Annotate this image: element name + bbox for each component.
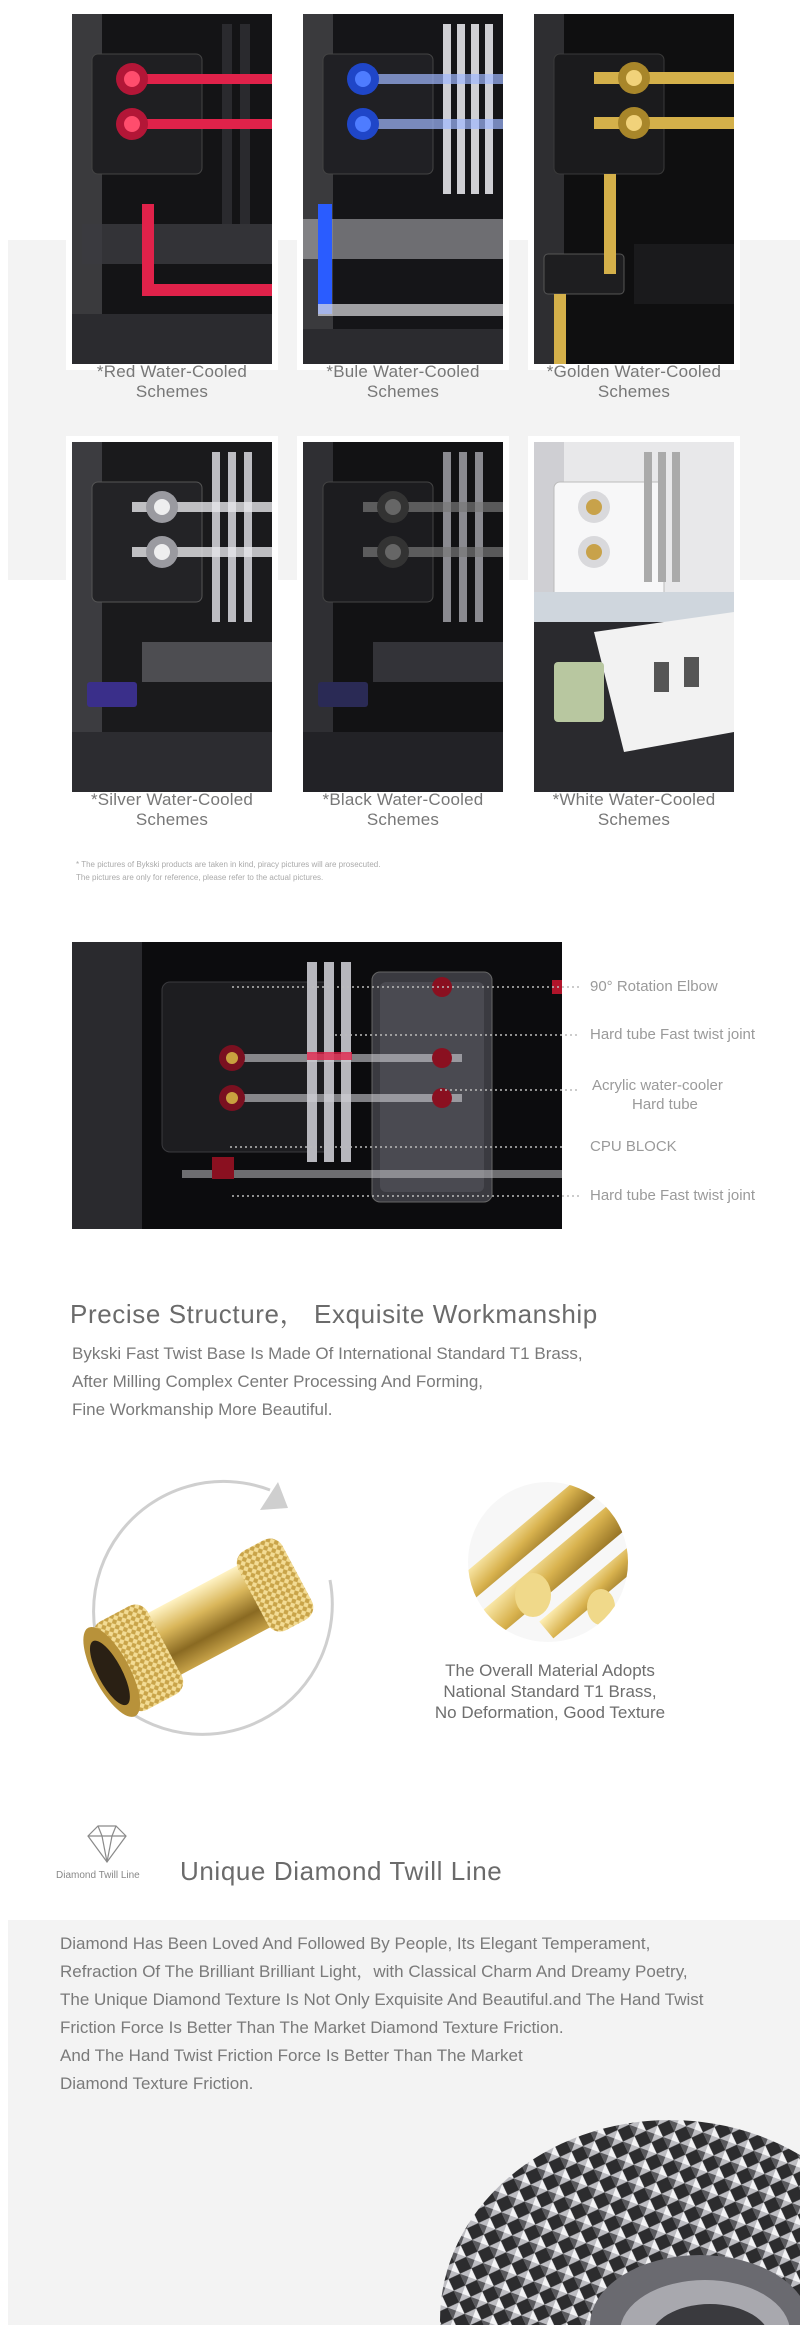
callout-fast-twist-joint-top: Hard tube Fast twist joint	[590, 1026, 756, 1043]
diamond-logo-caption: Diamond Twill Line	[56, 1870, 140, 1881]
callout-cpu-block: CPU BLOCK	[590, 1138, 677, 1155]
diamond-line-2: Refraction Of The Brilliant Brilliant Light，with Classical Charm And Dreamy Poetry,	[60, 1962, 688, 1981]
structure-line-3: Fine Workmanship More Beautiful.	[72, 1400, 333, 1419]
structure-line-2: After Milling Complex Center Processing And Forming,	[72, 1372, 483, 1391]
structure-paragraph	[72, 1340, 583, 1424]
callout-fast-twist-joint-bottom: Hard tube Fast twist joint	[590, 1187, 756, 1204]
diamond-line-4: Friction Force Is Better Than The Market Diamond Texture Friction.	[60, 2018, 564, 2037]
callout-rotation-elbow: 90° Rotation Elbow	[590, 978, 718, 995]
structure-title: Precise Structure， Exquisite Workmanship	[70, 1299, 598, 1329]
golden-scheme-caption: *Golden Water-Cooled Schemes	[546, 362, 722, 401]
diamond-line-3: The Unique Diamond Texture Is Not Only Exquisite And Beautiful.and The Hand Twist	[60, 1990, 704, 2009]
callout-acrylic-line-2: Hard tube	[632, 1096, 698, 1113]
diamond-line-1: Diamond Has Been Loved And Followed By People, Its Elegant Temperament,	[60, 1934, 651, 1953]
diamond-line-6: Diamond Texture Friction.	[60, 2074, 254, 2093]
structure-line-1: Bykski Fast Twist Base Is Made Of International Standard T1 Brass,	[72, 1344, 583, 1363]
brass-rods-image	[463, 1477, 633, 1647]
disclaimer-line-2: The pictures are only for reference, please refer to the actual pictures.	[76, 873, 324, 882]
material-line-2: National Standard T1 Brass,	[443, 1682, 657, 1701]
callout-acrylic-line-1: Acrylic water-cooler	[592, 1077, 723, 1094]
black-scheme-caption: *Black Water-Cooled Schemes	[322, 790, 484, 829]
material-line-1: The Overall Material Adopts	[445, 1661, 655, 1680]
material-line-3: No Deformation, Good Texture	[434, 1703, 666, 1722]
diamond-icon	[82, 1822, 132, 1866]
material-description	[400, 1660, 700, 1723]
red-scheme-caption: *Red Water-Cooled Schemes	[96, 362, 248, 401]
brass-fitting-image	[60, 1470, 380, 1780]
diamond-line-5: And The Hand Twist Friction Force Is Better Than The Market	[60, 2046, 523, 2065]
white-scheme-caption: *White Water-Cooled Schemes	[552, 790, 716, 829]
disclaimer-line-1: * The pictures of Bykski products are taken in kind, piracy pictures will are prosecuted.	[76, 860, 381, 869]
blue-scheme-caption: *Bule Water-Cooled Schemes	[326, 362, 480, 401]
diamond-title: Unique Diamond Twill Line	[180, 1856, 503, 1886]
silver-scheme-caption: *Silver Water-Cooled Schemes	[90, 790, 254, 829]
knurled-closeup-image	[400, 2070, 800, 2325]
